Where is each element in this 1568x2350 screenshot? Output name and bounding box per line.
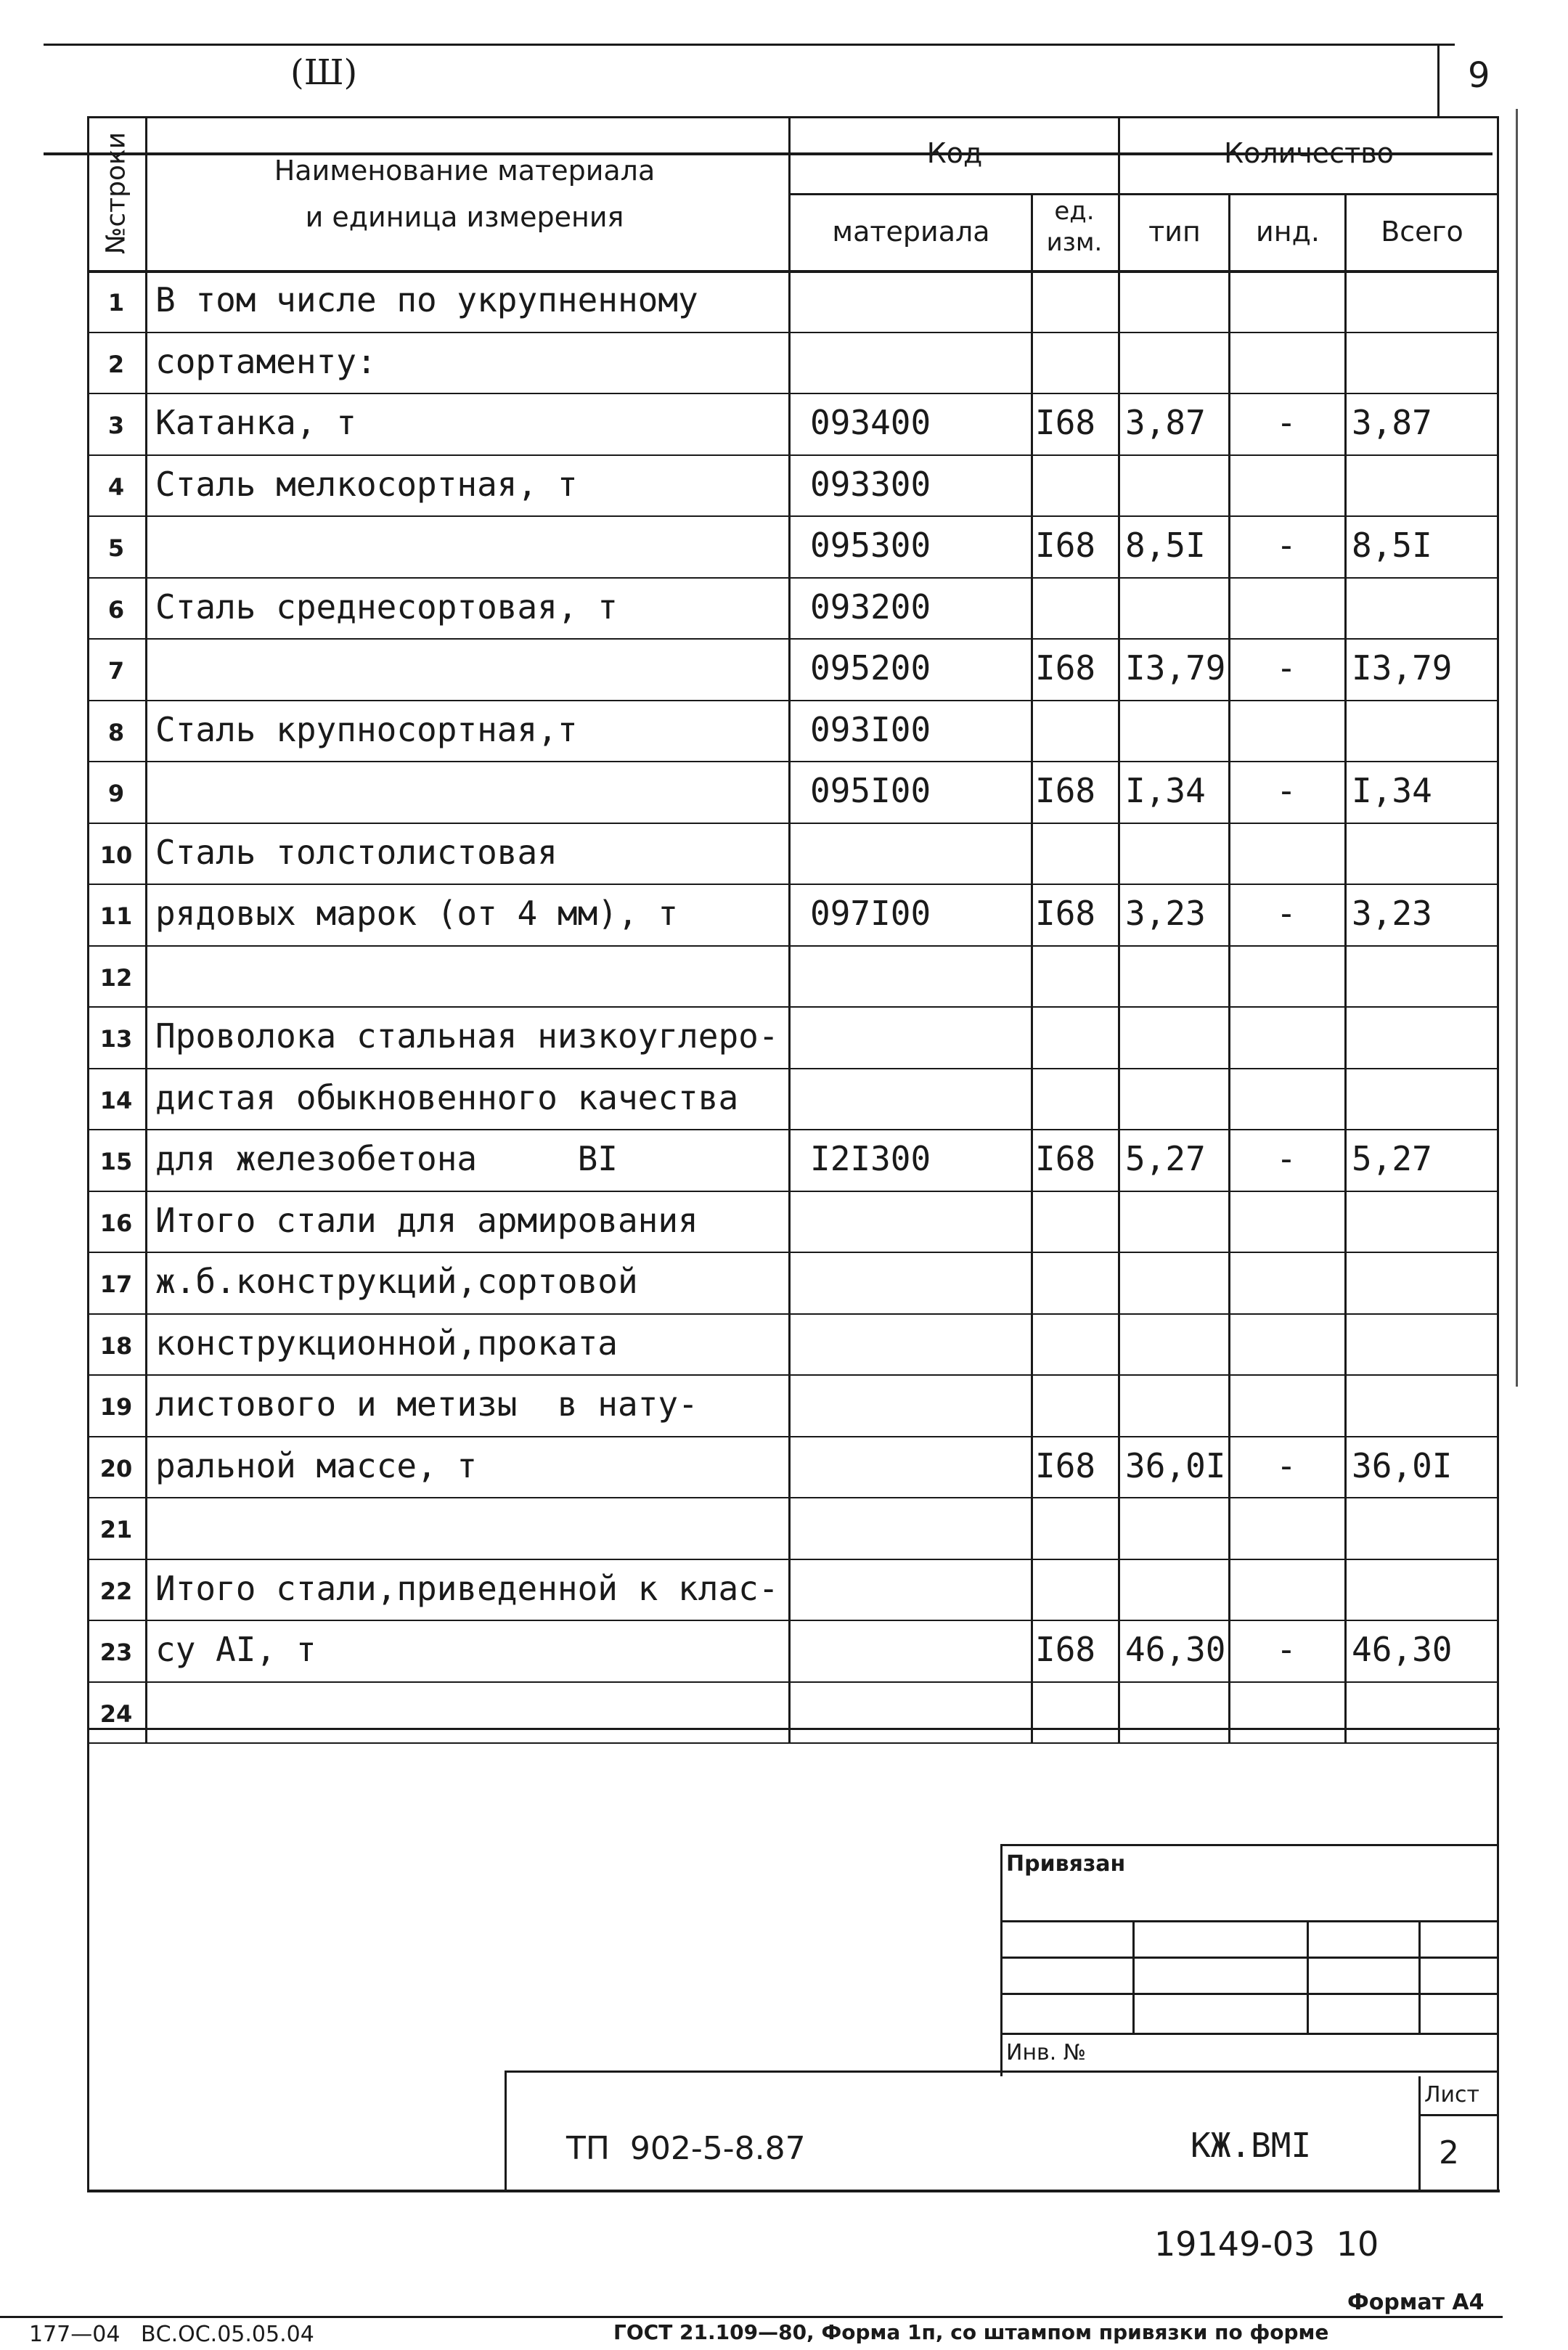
document-code: ТП 902-5-8.87 [566, 2130, 806, 2167]
row-separator [87, 1436, 1497, 1437]
row-separator [87, 945, 1497, 947]
qty-type: I3,79 [1125, 648, 1226, 688]
row-number: 16 [99, 1209, 133, 1237]
unit-code: I68 [1035, 894, 1096, 933]
row-number-header-text: №строки [101, 131, 131, 255]
stamp-col3 [1418, 1920, 1421, 2033]
frame-bottom [87, 2190, 1500, 2192]
material-name: сортаменту: [155, 341, 377, 381]
sheet-number: 2 [1439, 2134, 1459, 2171]
footer-rule [0, 2316, 1503, 2318]
stamp-col1 [1132, 1920, 1135, 2033]
unit-code: I68 [1035, 771, 1096, 810]
material-name: Катанка, т [155, 403, 356, 442]
qty-ind: - [1276, 1630, 1297, 1669]
qty-ind: - [1276, 771, 1297, 810]
row-number: 23 [99, 1639, 133, 1666]
code-unit-header: ед. изм. [1046, 197, 1103, 257]
row-number: 21 [99, 1516, 133, 1543]
row-separator [87, 638, 1497, 640]
document-mark: КЖ.ВМI [1191, 2126, 1312, 2165]
unit-code: I68 [1035, 403, 1096, 442]
code-material-header: материала [832, 216, 990, 248]
row-separator [87, 884, 1497, 885]
archive-number: 19149-03 10 [1154, 2224, 1379, 2264]
material-name: ж.б.конструкций,сортовой [155, 1262, 638, 1301]
row-number: 13 [99, 1025, 133, 1053]
row-number: 8 [107, 718, 125, 746]
material-name: Проволока стальная низкоуглеро- [155, 1016, 779, 1056]
stamp-col2 [1307, 1920, 1309, 2033]
col-border-right [1497, 116, 1499, 1742]
row-separator [87, 393, 1497, 394]
row-number: 11 [99, 902, 133, 930]
qty-type: 5,27 [1125, 1139, 1206, 1178]
row-number: 24 [99, 1700, 133, 1728]
unit-code: I68 [1035, 1630, 1096, 1669]
unit-code: I68 [1035, 1445, 1096, 1485]
qty-type: I,34 [1125, 771, 1206, 810]
qty-total: 3,23 [1352, 894, 1432, 933]
sheet-cell-left [1418, 2076, 1421, 2191]
page-number: 9 [1468, 55, 1490, 96]
stamp-row4 [1000, 2033, 1498, 2035]
row-number: 17 [99, 1270, 133, 1298]
name-header-line1: Наименование материала [274, 155, 656, 187]
table-top-border [87, 116, 1497, 118]
col-border-name [788, 116, 791, 1742]
qty-total: I3,79 [1352, 648, 1453, 688]
material-code: 093I00 [810, 709, 931, 749]
qty-type: 3,87 [1125, 403, 1206, 442]
material-name: Итого стали,приведенной к клас- [155, 1568, 779, 1608]
stamp-row3 [1000, 1993, 1498, 1995]
qty-ind: - [1276, 1445, 1297, 1485]
col-border-code [1031, 193, 1033, 1742]
row-separator [87, 1006, 1497, 1008]
stamp-row1 [1000, 1920, 1498, 1922]
row-number-header [91, 116, 141, 270]
material-name: Сталь крупносортная,т [155, 709, 578, 749]
material-name: Итого стали для армирования [155, 1200, 698, 1240]
col-border-ind [1344, 193, 1347, 1742]
unit-code: I68 [1035, 1139, 1096, 1178]
row-separator [87, 1559, 1497, 1560]
material-code: 093300 [810, 464, 931, 504]
col-border-unit [1118, 116, 1120, 1742]
footer-left-code: 177—04 ВС.ОС.05.05.04 [29, 2322, 314, 2347]
material-name: Сталь толстолистовая [155, 832, 558, 872]
material-name: рядовых марок (от 4 мм), т [155, 894, 679, 933]
material-name: су АI, т [155, 1630, 317, 1669]
right-margin-line [1516, 109, 1518, 1387]
material-code: 097I00 [810, 894, 931, 933]
title-block-left [505, 2070, 507, 2191]
material-name: ральной массе, т [155, 1445, 478, 1485]
material-code: 095300 [810, 526, 931, 565]
row-number: 9 [107, 780, 125, 807]
qty-ind: - [1276, 403, 1297, 442]
material-name: Сталь мелкосортная, т [155, 464, 578, 504]
row-separator [87, 1252, 1497, 1253]
row-number: 3 [107, 412, 125, 439]
material-code: 095I00 [810, 771, 931, 810]
col-border-rownum [145, 116, 147, 1742]
row-number: 4 [107, 473, 125, 501]
qty-type: 36,0I [1125, 1445, 1226, 1485]
table-bottom-rule [87, 1728, 1500, 1730]
material-name: конструкционной,проката [155, 1323, 618, 1363]
row-separator [87, 700, 1497, 701]
qty-type: 46,30 [1125, 1630, 1226, 1669]
qty-ind: - [1276, 1139, 1297, 1178]
name-header-line2: и единица измерения [305, 201, 624, 233]
qty-ind: - [1276, 648, 1297, 688]
row-separator [87, 1313, 1497, 1315]
privyazan-label: Привязан [1006, 1851, 1126, 1877]
title-block-top [505, 2070, 1499, 2073]
top-border [44, 44, 1455, 46]
row-separator [87, 761, 1497, 762]
header-mid-rule [788, 193, 1497, 195]
row-number: 5 [107, 534, 125, 562]
row-number: 1 [107, 289, 125, 317]
stamp-row2 [1000, 1957, 1498, 1959]
quantity-header: Количество [1224, 137, 1394, 169]
qty-total: 36,0I [1352, 1445, 1453, 1485]
stamp-left [1000, 1844, 1003, 2076]
material-name: дистая обыкновенного качества [155, 1077, 739, 1117]
row-separator [87, 1191, 1497, 1192]
frame-left [87, 1728, 89, 2192]
material-name: В том числе по укрупненному [155, 280, 698, 319]
format-label: Формат А4 [1347, 2290, 1485, 2315]
row-number: 22 [99, 1577, 133, 1605]
row-separator [87, 1497, 1497, 1498]
row-number: 2 [107, 350, 125, 378]
col-border-left [87, 116, 89, 1742]
row-separator [87, 1129, 1497, 1130]
material-code: I2I300 [810, 1139, 931, 1178]
row-number: 15 [99, 1148, 133, 1175]
row-number: 14 [99, 1086, 133, 1114]
qty-ind: - [1276, 894, 1297, 933]
unit-code: I68 [1035, 648, 1096, 688]
section-mark: (Ш) [290, 52, 358, 93]
row-separator [87, 332, 1497, 333]
row-separator [87, 577, 1497, 579]
material-name: Сталь среднесортовая, т [155, 587, 618, 627]
row-number: 20 [99, 1454, 133, 1482]
inv-no-label: Инв. № [1006, 2040, 1087, 2065]
row-separator [87, 1068, 1497, 1069]
qty-total: 8,5I [1352, 526, 1432, 565]
frame-right [1497, 1728, 1499, 2192]
qty-ind: - [1276, 526, 1297, 565]
row-separator [87, 1374, 1497, 1376]
row-number: 12 [99, 963, 133, 992]
row-separator [87, 515, 1497, 517]
qty-total: 3,87 [1352, 403, 1432, 442]
qty-total: I,34 [1352, 771, 1432, 810]
sheet-label: Лист [1424, 2082, 1480, 2108]
sheet-cell-divider [1418, 2114, 1498, 2116]
qty-total: 46,30 [1352, 1630, 1453, 1669]
qty-type-header: тип [1148, 216, 1201, 248]
unit-code: I68 [1035, 526, 1096, 565]
code-header: Код [926, 137, 983, 169]
stamp-top [1000, 1844, 1498, 1846]
qty-total-header: Всего [1381, 216, 1463, 248]
row-separator [87, 1742, 1497, 1744]
row-number: 6 [107, 595, 125, 624]
row-number: 19 [99, 1393, 133, 1421]
row-number: 10 [99, 841, 133, 869]
material-code: 093400 [810, 403, 931, 442]
material-code: 095200 [810, 648, 931, 688]
row-number: 18 [99, 1331, 133, 1360]
footer-gost: ГОСТ 21.109—80, Форма 1п, со штампом привязки по форме [613, 2320, 1329, 2344]
row-separator [87, 1620, 1497, 1621]
page-number-divider [1437, 45, 1440, 118]
qty-ind-header: инд. [1256, 216, 1320, 248]
qty-type: 3,23 [1125, 894, 1206, 933]
qty-type: 8,5I [1125, 526, 1206, 565]
row-number: 7 [107, 657, 125, 685]
material-name: листового и метизы в нату- [155, 1384, 698, 1424]
material-name: для железобетона BI [155, 1139, 618, 1178]
row-separator [87, 1681, 1497, 1683]
row-separator [87, 454, 1497, 456]
header-bottom-rule [87, 270, 1497, 273]
row-separator [87, 823, 1497, 824]
qty-total: 5,27 [1352, 1139, 1432, 1178]
material-code: 093200 [810, 587, 931, 627]
